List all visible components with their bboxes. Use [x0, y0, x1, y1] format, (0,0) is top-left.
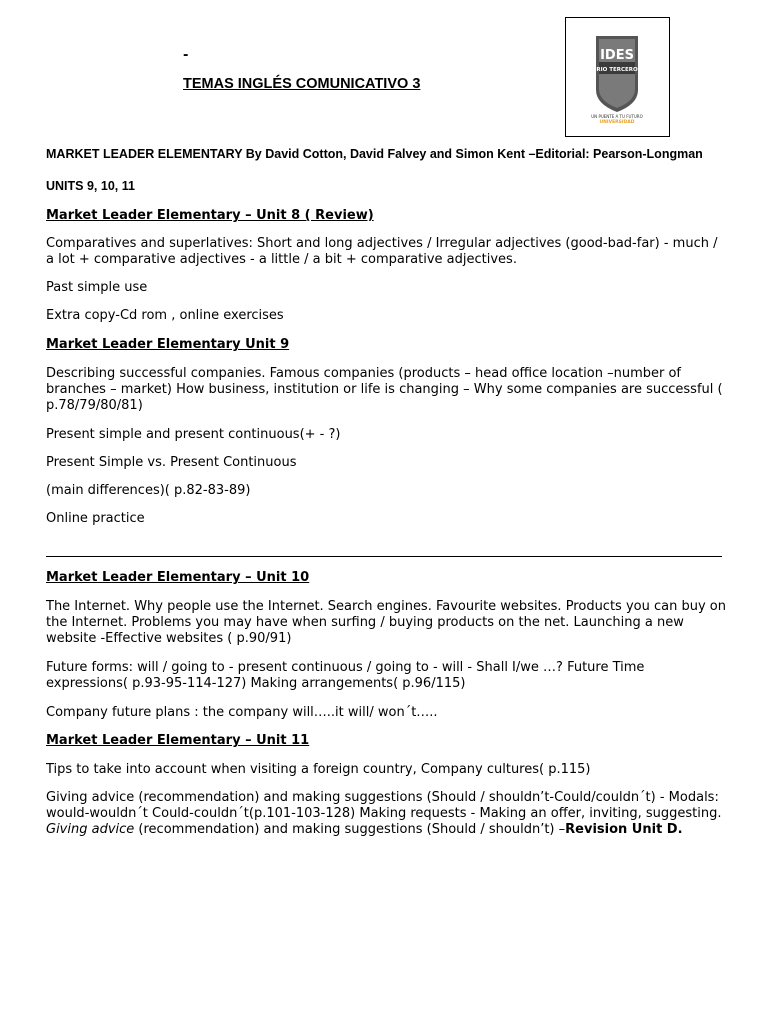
unit11-paragraph-3-text: (recommendation) and making suggestions (Should / shouldn’t) – — [134, 822, 566, 837]
unit11-paragraph-1: Tips to take into account when visiting a foreign country, Company cultures( p.115) — [46, 762, 591, 777]
unit10-paragraph-3: Company future plans : the company will…..it will/ won´t….. — [46, 705, 438, 720]
unit11-revision-label: Revision Unit D. — [565, 822, 683, 837]
page-title: TEMAS INGLÉS COMUNICATIVO 3 — [183, 76, 421, 92]
unit8-paragraph-3: Extra copy-Cd rom , online exercises — [46, 308, 284, 323]
unit11-heading: Market Leader Elementary – Unit 11 — [46, 733, 310, 748]
logo-name: IDES — [600, 48, 634, 63]
logo-tagline2: UNIVERSIDAD — [599, 120, 635, 125]
unit9-paragraph-4: (main differences)( p.82-83-89) — [46, 483, 251, 498]
unit8-paragraph-1: Comparatives and superlatives: Short and long adjectives / Irregular adjectives (good-bad-far) - much / a lot + comparative adjectives - a little / a bit + comparative adjectives. — [46, 236, 718, 267]
unit9-heading: Market Leader Elementary Unit 9 — [46, 337, 290, 352]
logo — [565, 17, 670, 137]
unit9-paragraph-2: Present simple and present continuous(+ - ?) — [46, 427, 341, 442]
logo-tagline: UN PUENTE A TU FUTURO — [591, 114, 643, 119]
unit9-paragraph-3: Present Simple vs. Present Continuous — [46, 455, 297, 470]
unit8-paragraph-2: Past simple use — [46, 280, 148, 295]
unit10-heading: Market Leader Elementary – Unit 10 — [46, 570, 310, 585]
units-line: UNITS 9, 10, 11 — [46, 179, 135, 193]
unit11-paragraph-3-italic: Giving advice — [46, 822, 135, 837]
unit11-paragraph-2-text: Giving advice (recommendation) and making suggestions (Should / shouldn’t-Could/couldn´t) - Modals: would-wouldn´t Could-couldn´t(p.101-103-128) Making requests - Making an offer, inviting, suggesting. — [46, 790, 722, 821]
unit9-paragraph-1: Describing successful companies. Famous companies (products – head office location –number of branches – market) How business, institution or life is changing – Why some companies are successful ( p.78/79/80/81) — [46, 366, 723, 413]
header-dash: - — [183, 48, 189, 63]
book-reference: MARKET LEADER ELEMENTARY By David Cotton, David Falvey and Simon Kent –Editorial: Pearson-Longman — [46, 147, 703, 161]
unit9-paragraph-5: Online practice — [46, 511, 145, 526]
unit10-paragraph-1: The Internet. Why people use the Internet. Search engines. Favourite websites. Products you can buy on the Internet. Problems you may have when surfing / buying products on the net. Launching a new website -Effective websites ( p.90/91) — [46, 599, 726, 646]
unit11-paragraph-2 — [46, 790, 726, 838]
unit8-heading: Market Leader Elementary – Unit 8 ( Review) — [46, 208, 374, 223]
section-divider — [46, 556, 722, 557]
unit10-paragraph-2: Future forms: will / going to - present continuous / going to - will - Shall I/we …? Future Time expressions( p.93-95-114-127) Making arrangements( p.96/115) — [46, 660, 645, 691]
ides-shield-icon — [566, 18, 669, 136]
logo-subtitle: RIO TERCERO — [596, 67, 638, 73]
